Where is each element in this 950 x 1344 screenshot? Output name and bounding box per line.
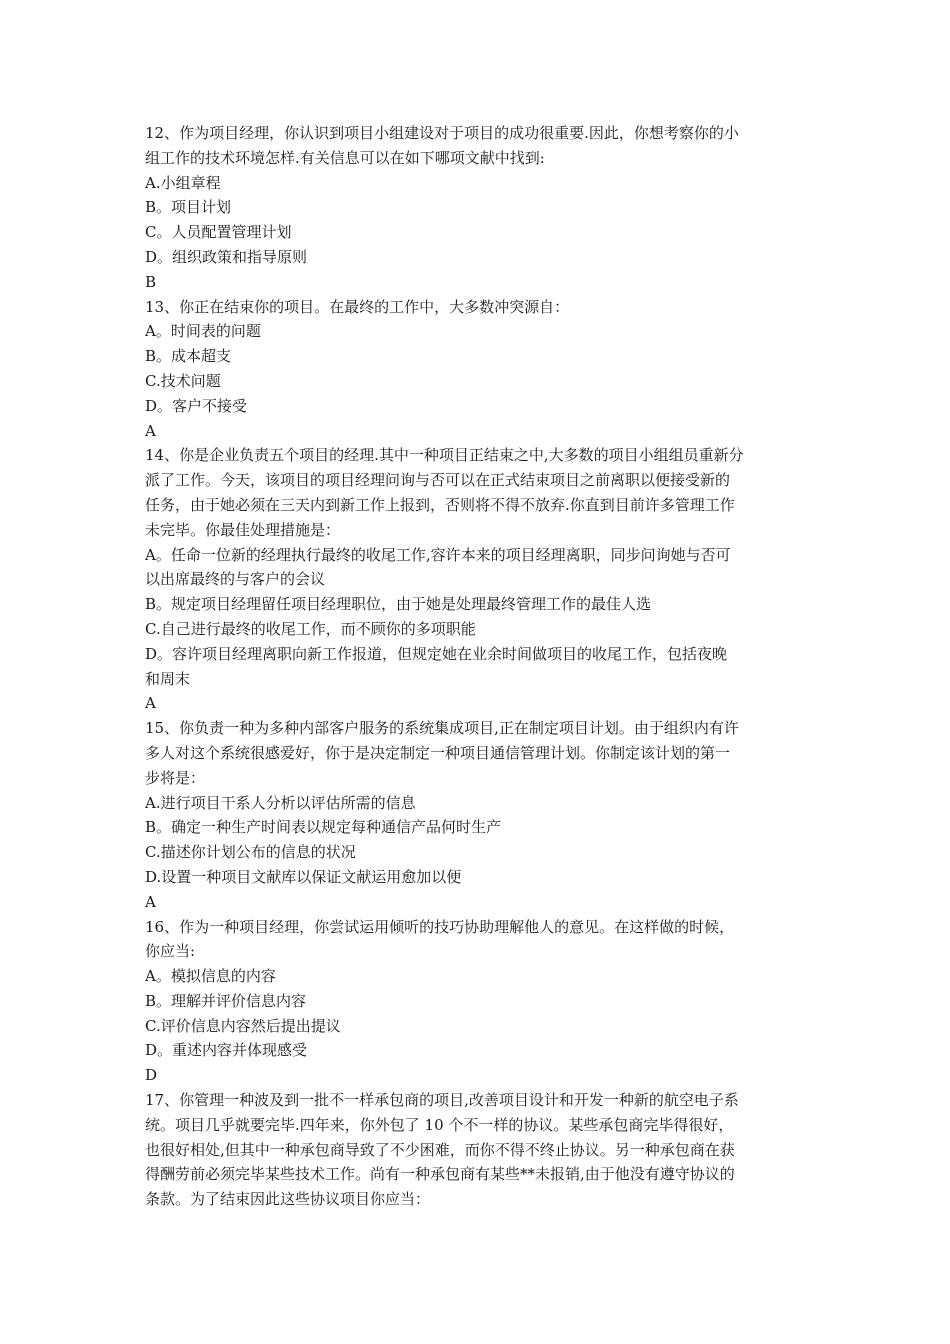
- question-text-line: 未完毕。你最佳处理措施是：: [145, 520, 341, 539]
- question-text-line: 也很好相处,但其中一种承包商导致了不少困难，而你不得不终止协议。另一种承包商在获: [145, 1140, 735, 1159]
- option-d: D。容许项目经理离职向新工作报道，但规定她在业余时间做项目的收尾工作，包括夜晚: [145, 644, 728, 663]
- answer: B: [145, 272, 157, 291]
- option-c: C.评价信息内容然后提出提议: [145, 1016, 341, 1035]
- option-c: C.技术问题: [145, 371, 221, 390]
- answer: A: [145, 892, 156, 911]
- question-text-line: 统。项目几乎就要完毕.四年来，你外包了 10 个不一样的协议。某些承包商完毕得很好，: [145, 1115, 734, 1134]
- option-d: D.设置一种项目文献库以保证文献运用愈加以便: [145, 867, 462, 886]
- answer: A: [145, 694, 156, 713]
- option-b: B。理解并评价信息内容: [145, 991, 307, 1010]
- question-17: [145, 1088, 810, 1212]
- answer: D: [145, 1066, 158, 1085]
- option-b: B。成本超支: [145, 347, 232, 366]
- question-text-line: 你应当:: [145, 942, 196, 961]
- option-a: A。时间表的问题: [145, 322, 261, 341]
- option-a-continued: 以出席最终的与客户的会议: [145, 570, 326, 589]
- question-text-line: 12、作为项目经理，你认识到项目小组建设对于项目的成功很重要.因此，你想考察你的小: [145, 124, 739, 142]
- question-text-line: 15、你负责一种为多种内部客户服务的系统集成项目,正在制定项目计划。由于组织内有许: [145, 719, 739, 738]
- option-d: D。客户不接受: [145, 396, 248, 415]
- option-b: B。项目计划: [145, 198, 232, 217]
- question-text-line: 13、你正在结束你的项目。在最终的工作中，大多数冲突源自：: [145, 297, 570, 316]
- question-text-line: 16、作为一种项目经理，你尝试运用倾听的技巧协助理解他人的意见。在这样做的时候，: [145, 917, 735, 936]
- question-14: [145, 443, 810, 716]
- option-a: A。模拟信息的内容: [145, 967, 276, 986]
- question-text-line: 得酬劳前必须完毕某些技术工作。尚有一种承包商有某些**未报销,由于他没有遵守协议的: [145, 1165, 735, 1184]
- option-a: A.小组章程: [145, 173, 221, 192]
- question-text-line: 派了工作。今天，该项目的项目经理问询与否可以在正式结束项目之前离职以便接受新的: [145, 471, 731, 490]
- question-text-line: 条款。为了结束因此这些协议项目你应当：: [145, 1190, 431, 1209]
- option-c: C.自己进行最终的收尾工作，而不顾你的多项职能: [145, 619, 476, 638]
- question-16: [145, 915, 810, 1089]
- option-b: B。确定一种生产时间表以规定每种通信产品何时生产: [145, 818, 502, 837]
- question-text-line: 任务，由于她必须在三天内到新工作上报到，否则将不得不放弃.你直到目前许多管理工作: [145, 495, 735, 514]
- document-page: [145, 121, 810, 1212]
- question-text-line: 14、你是企业负责五个项目的经理.其中一种项目正结束之中,大多数的项目小组组员重新分: [145, 446, 744, 465]
- question-text-line: 步将是：: [145, 768, 206, 787]
- question-text-line: 组工作的技术环境怎样.有关信息可以在如下哪项文献中找到:: [145, 148, 545, 167]
- option-d: D。组织政策和指导原则: [145, 247, 308, 266]
- option-c: C.描述你计划公布的信息的状况: [145, 843, 356, 862]
- option-d-continued: 和周末: [145, 669, 191, 688]
- option-b: B。规定项目经理留任项目经理职位，由于她是处理最终管理工作的最佳人选: [145, 595, 652, 614]
- question-text-line: 多人对这个系统很感爱好，你于是决定制定一种项目通信管理计划。你制定该计划的第一: [145, 743, 731, 762]
- option-a: A.进行项目干系人分析以评估所需的信息: [145, 793, 416, 812]
- question-text-line: 17、你管理一种波及到一批不一样承包商的项目,改善项目设计和开发一种新的航空电子系: [145, 1091, 739, 1110]
- option-d: D。重述内容并体现感受: [145, 1041, 308, 1060]
- option-a: A。任命一位新的经理执行最终的收尾工作,容许本来的项目经理离职，同步问询她与否可: [145, 545, 731, 564]
- option-c: C。人员配置管理计划: [145, 223, 292, 242]
- question-15: [145, 716, 810, 914]
- question-12: [145, 121, 810, 295]
- answer: A: [145, 421, 156, 440]
- question-13: [145, 295, 810, 444]
